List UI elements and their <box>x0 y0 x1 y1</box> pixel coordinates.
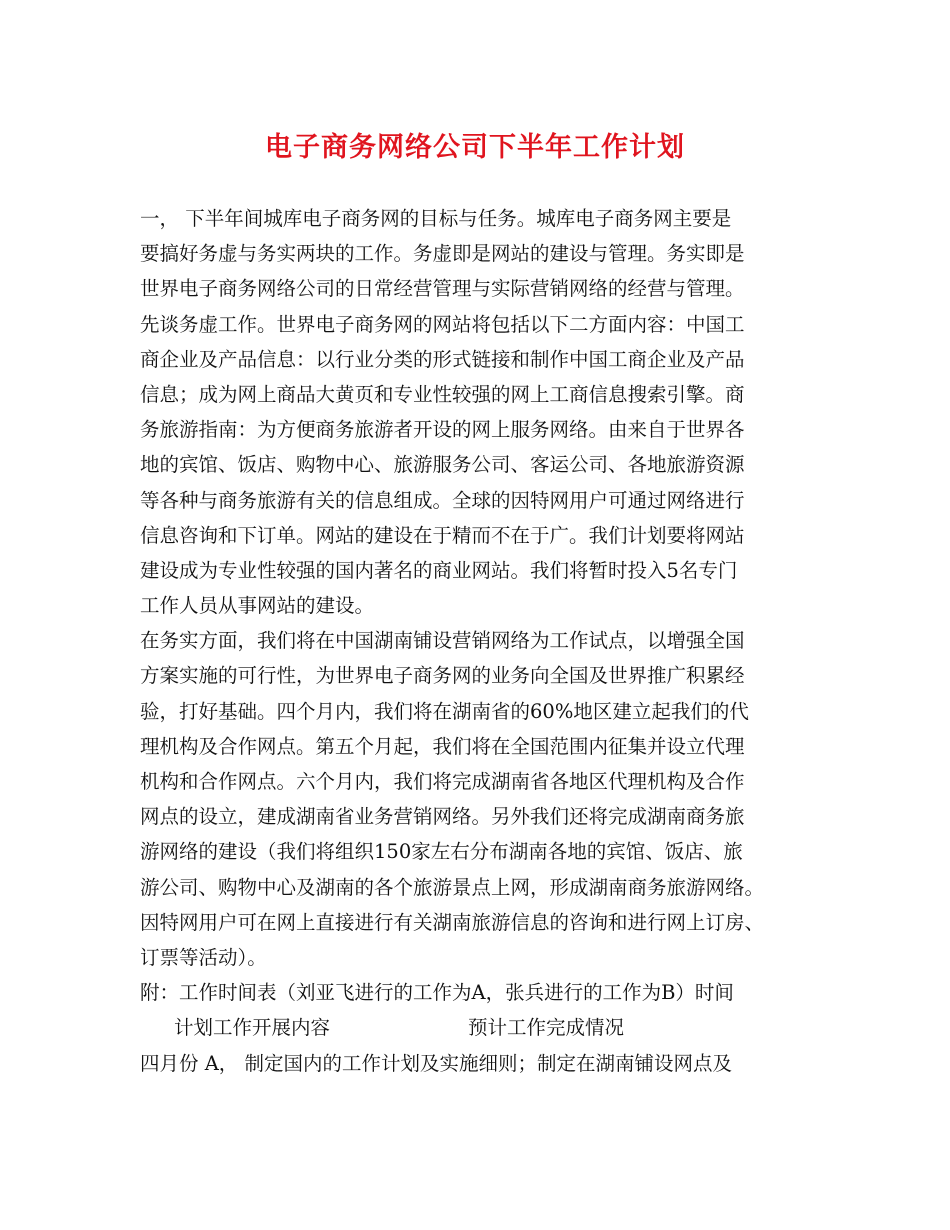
body-line: 建设成为专业性较强的国内著名的商业网站。我们将暂时投入5名专门 <box>140 558 738 582</box>
body-line: 务旅游指南：为方便商务旅游者开设的网上服务网络。由来自于世界各 <box>140 418 745 442</box>
body-line: 信息；成为网上商品大黄页和专业性较强的网上工商信息搜索引擎。商 <box>140 382 745 406</box>
body-line: 商企业及产品信息：以行业分类的形式链接和制作中国工商企业及产品 <box>140 347 745 371</box>
body-line: 游公司、购物中心及湖南的各个旅游景点上网，形成湖南商务旅游网络。 <box>140 875 765 899</box>
body-line: 机构和合作网点。六个月内，我们将完成湖南省各地区代理机构及合作 <box>140 770 745 793</box>
document-title: 电子商务网络公司下半年工作计划 <box>265 132 685 163</box>
body-line: 理机构及合作网点。第五个月起，我们将在全国范围内征集并设立代理 <box>140 734 745 758</box>
schedule-intro-line: 附：工作时间表（刘亚飞进行的工作为A，张兵进行的工作为B）时间 <box>140 981 734 1005</box>
body-line: 要搞好务虚与务实两块的工作。务虚即是网站的建设与管理。务实即是 <box>140 242 745 266</box>
body-line: 等各种与商务旅游有关的信息组成。全球的因特网用户可通过网络进行 <box>140 488 745 512</box>
body-line: 方案实施的可行性，为世界电子商务网的业务向全国及世界推广积累经 <box>140 664 745 688</box>
body-line: 验，打好基础。四个月内，我们将在湖南省的60%地区建立起我们的代 <box>140 699 749 723</box>
body-line: 因特网用户可在网上直接进行有关湖南旅游信息的咨询和进行网上订房、 <box>140 910 765 934</box>
body-line: 工作人员从事网站的建设。 <box>140 594 375 618</box>
body-line: 订票等活动）。 <box>140 945 267 969</box>
schedule-header-content: 计划工作开展内容 <box>174 1016 331 1040</box>
body-line: 网点的设立，建成湖南省业务营销网络。另外我们还将完成湖南商务旅 <box>140 805 745 829</box>
body-line: 地的宾馆、饭店、购物中心、旅游服务公司、客运公司、各地旅游资源 <box>140 453 745 477</box>
body-line: 信息咨询和下订单。网站的建设在于精而不在于广。我们计划要将网站 <box>140 523 745 547</box>
schedule-row-april: 四月份 A， 制定国内的工作计划及实施细则；制定在湖南铺设网点及 <box>140 1051 732 1075</box>
body-line: 先谈务虚工作。世界电子商务网的网站将包括以下二方面内容：中国工 <box>140 312 745 336</box>
schedule-header-status: 预计工作完成情况 <box>468 1016 625 1040</box>
body-line: 游网络的建设（我们将组织150家左右分布湖南各地的宾馆、饭店、旅 <box>140 840 743 864</box>
document-body <box>140 201 830 1081</box>
body-line: 世界电子商务网络公司的日常经营管理与实际营销网络的经营与管理。 <box>140 277 745 301</box>
body-line: 在务实方面，我们将在中国湖南铺设营销网络为工作试点，以增强全国 <box>140 629 745 653</box>
schedule-header-row <box>140 1010 830 1045</box>
body-line: 一， 下半年间城库电子商务网的目标与任务。城库电子商务网主要是 <box>140 207 732 230</box>
